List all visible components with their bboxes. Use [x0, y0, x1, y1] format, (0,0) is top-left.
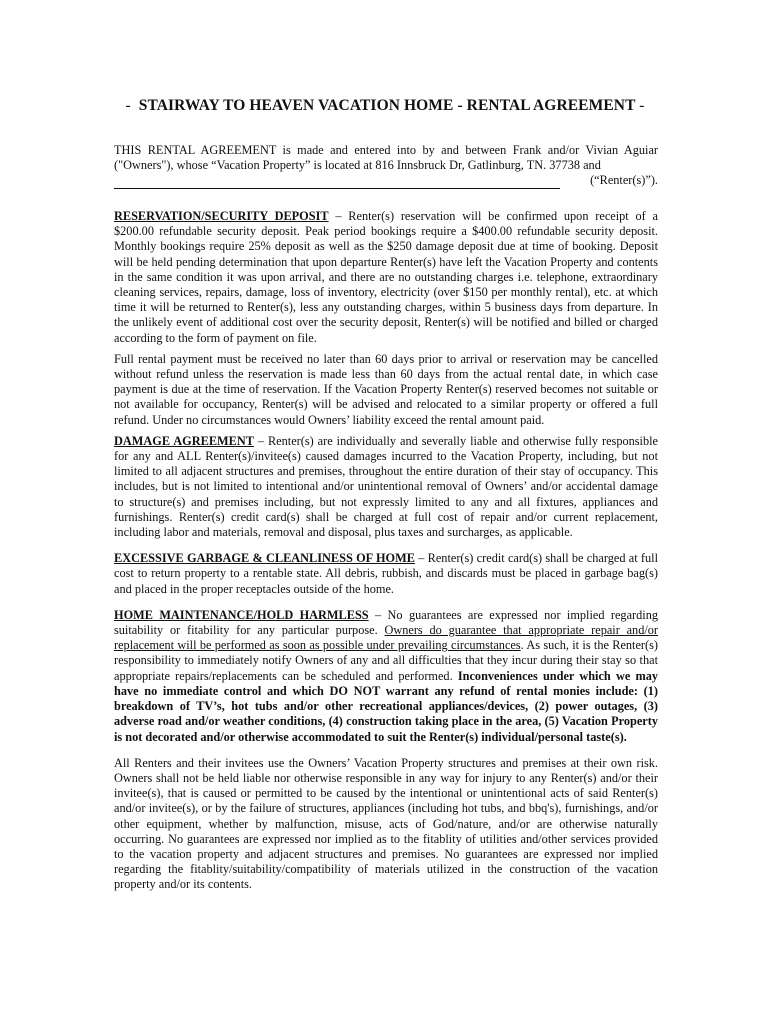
- title-dash-right: -: [639, 97, 645, 114]
- document-title: [0, 97, 770, 115]
- reservation-heading: RESERVATION/SECURITY DEPOSIT: [114, 209, 329, 223]
- maintenance-inconveniences-bold: Inconveniences under which we may have no immediate control and which DO NOT warrant any refund of rental monies include: (1) breakdown of TV’s, hot tubs and/or other recreational appliances/devices, (2) power outages, (3) adverse road and/or weather conditions, (4) construction taking place in the area, (5) Vacation Property is not decorated and/or otherwise accommodated to suit the Renter(s) individual/personal taste(s).: [114, 668, 658, 744]
- maintenance-paragraph: [114, 608, 658, 745]
- maintenance-heading: HOME MAINTENANCE/HOLD HARMLESS: [114, 607, 369, 622]
- liability-paragraph: All Renters and their invitees use the Owners’ Vacation Property structures and premises at their own risk. Owners shall not be held liable nor otherwise responsible in any way for injury to any Renter(s) and/or their invitee(s), that is caused or permitted to be caused by the intentional or unintentional acts of said Renter(s) and/or invitee(s), or by the failure of structures, appliances (including hot tubs, and bbq's), furnishings, and/or other equipment, whether by malfunction, misuse, acts of God/nature, and/or are otherwise naturally occurring. No guarantees are expressed nor implied as to the fitablity of utilities and/other services provided to the vacation property and adjacent structures and premises. No guarantees are expressed nor implied regarding the fitablity/suitability/compatibility of materials utilized in the construction of the vacation property and/or its contents.: [114, 755, 658, 892]
- maintenance-body-1: – No guarantees are expressed nor implied regarding suitability or fitability for any particular purpose.: [114, 607, 658, 638]
- damage-paragraph: [114, 434, 658, 540]
- agreement-body: [114, 209, 658, 899]
- intro-section: [114, 143, 658, 189]
- garbage-body: – Renter(s) credit card(s) shall be charged at full cost to return property to a rentable state. All debris, rubbish, and discards must be placed in garbage bag(s) and placed in the proper receptacles outside of the home.: [114, 551, 659, 596]
- title-text: STAIRWAY TO HEAVEN VACATION HOME - RENTAL AGREEMENT: [138, 97, 636, 114]
- reservation-paragraph: [114, 209, 658, 346]
- maintenance-guarantee-underlined: Owners do guarantee that appropriate repair and/or replacement will be performed as soon as possible under prevailing circumstances: [114, 623, 659, 653]
- maintenance-body-2: . As such, it is the Renter(s) responsibility to immediately notify Owners of any and all difficulties that they incur during their stay so that appropriate repairs/replacements can be scheduled and performed.: [114, 638, 659, 683]
- damage-heading: DAMAGE AGREEMENT: [114, 433, 254, 448]
- intro-paragraph: THIS RENTAL AGREEMENT is made and entered into by and between Frank and/or Vivian Aguiar ("Owners"), whose “Vacation Property” is located at 816 Innsbruck Dr, Gatlinburg, TN. 37738 and: [114, 143, 658, 173]
- reservation-body: – Renter(s) reservation will be confirmed upon receipt of a $200.00 refundable security deposit. Peak period bookings require a $400.00 refundable security deposit. Monthly bookings require 25% deposit as well as the $250 damage deposit due at time of booking. Deposit will be held pending determination that upon departure Renter(s) have left the Vacation Property and contents in the same condition it was upon arrival, and there are no outstanding charges i.e. telephone, extraordinary cleaning services, repairs, damage, loss of inventory, electricity (over $150 per monthly rental), etc. at which time it will be returned to Renter(s), less any outstanding charges, within 5 business days from departure. In the unlikely event of additional cost over the security deposit, Renter(s) will be notified and billed or charged according to the form of payment on file.: [114, 209, 658, 345]
- renter-name-line: [114, 173, 658, 188]
- title-dash-left: -: [125, 97, 131, 114]
- renters-label: (“Renter(s)”).: [590, 173, 658, 188]
- garbage-paragraph: [114, 551, 658, 597]
- full-payment-paragraph: Full rental payment must be received no later than 60 days prior to arrival or reservation may be cancelled without refund unless the reservation is made less than 60 days from the actual rental date, in which case payment is due at the time of reservation. If the Vacation Property Renter(s) reserved becomes not suitable or not available for occupancy, Renter(s) will be advised and relocated to a similar property or offered a full refund. Under no circumstances would Owners’ liability exceed the rental amount paid.: [114, 351, 658, 427]
- renter-name-blank: [114, 176, 560, 189]
- damage-body: – Renter(s) are individually and severally liable and otherwise fully responsible for any and ALL Renter(s)/invitee(s) caused damages incurred to the Vacation Property, including, but not limited to all adjacent structures and premises, throughout the entire duration of their stay of occupancy. This includes, but is not limited to intentional and/or unintentional removal of Owners’ and/or accidental damage to structure(s) and premises including, but not expressly limited to any and all fixtures, appliances and furnishings. Renter(s) credit card(s) shall be charged at full cost of repair and/or current replacement, including labor and materials, removal and disposal, plus taxes and surcharges, as applicable.: [114, 433, 658, 540]
- garbage-heading: EXCESSIVE GARBAGE & CLEANLINESS OF HOME: [114, 551, 415, 566]
